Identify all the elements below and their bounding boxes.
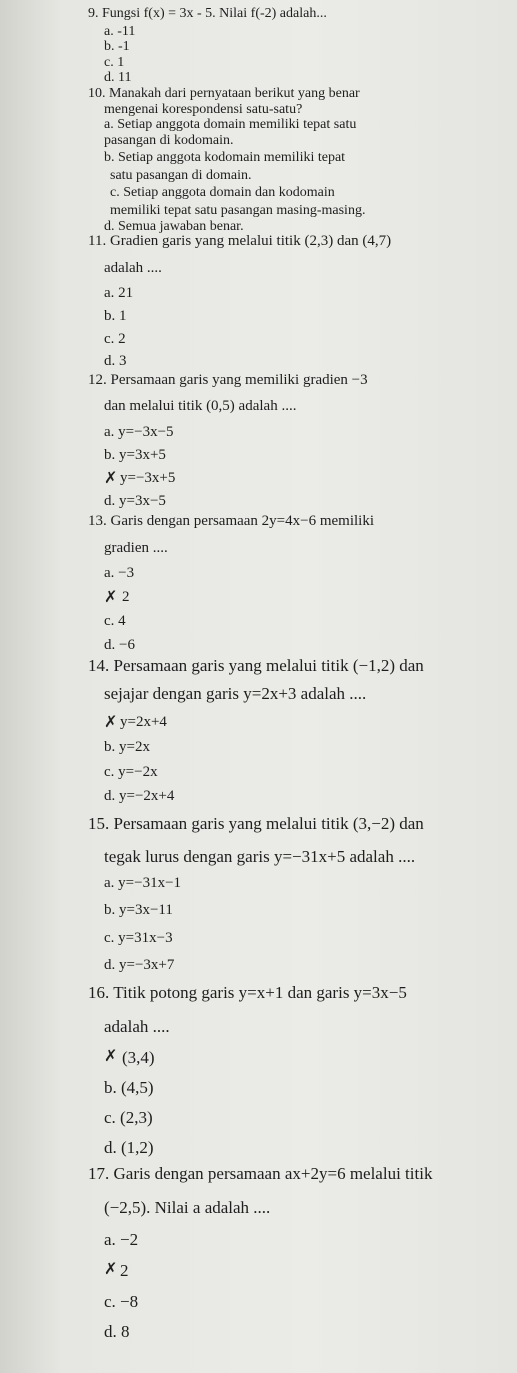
q15-option-b: b. y=3x−11: [104, 902, 173, 918]
q12-option-a: a. y=−3x−5: [104, 424, 174, 440]
q16-option-d: d. (1,2): [104, 1138, 154, 1157]
q9-option-c: c. 1: [104, 55, 125, 70]
q14-option-b: b. y=2x: [104, 739, 150, 755]
q17-stem-line2: (−2,5). Nilai a adalah ....: [104, 1198, 271, 1217]
q12-option-b: b. y=3x+5: [104, 447, 166, 463]
q12-stem-line1: 12. Persamaan garis yang memiliki gradien −3: [88, 372, 368, 388]
q11-stem-line1: 11. Gradien garis yang melalui titik (2,3) dan (4,7): [88, 233, 392, 249]
q10-option-c-line2: memiliki tepat satu pasangan masing-masing.: [110, 203, 366, 218]
q17-option-c: c. −8: [104, 1292, 139, 1311]
q9-option-b: b. -1: [104, 39, 130, 54]
q16-answer-mark-icon: ✗: [104, 1046, 118, 1065]
q16-option-b: b. (4,5): [104, 1078, 154, 1097]
q17-answer-mark-icon: ✗: [104, 1259, 118, 1278]
q13-stem-line2: gradien ....: [104, 540, 168, 556]
q11-option-b: b. 1: [104, 308, 127, 324]
q14-option-c: c. y=−2x: [104, 764, 158, 780]
q9-option-a: a. -11: [104, 24, 136, 39]
q14-option-a: y=2x+4: [120, 714, 167, 730]
q10-option-d: d. Semua jawaban benar.: [104, 219, 244, 234]
q15-stem-line1: 15. Persamaan garis yang melalui titik (3,−2) dan: [88, 814, 424, 833]
q15-option-c: c. y=31x−3: [104, 930, 173, 946]
q10-option-b-line1: b. Setiap anggota kodomain memiliki tepat: [104, 150, 346, 165]
q10-option-a-line1: a. Setiap anggota domain memiliki tepat satu: [104, 117, 357, 132]
q11-stem-line2: adalah ....: [104, 260, 162, 276]
q16-stem-line2: adalah ....: [104, 1017, 170, 1036]
q10-option-c-line1: c. Setiap anggota domain dan kodomain: [110, 185, 335, 200]
q11-option-d: d. 3: [104, 353, 127, 369]
q12-stem-line2: dan melalui titik (0,5) adalah ....: [104, 398, 297, 414]
q15-stem-line2: tegak lurus dengan garis y=−31x+5 adalah ....: [104, 847, 416, 866]
q14-option-d: d. y=−2x+4: [104, 788, 175, 804]
q10-option-b-line2: satu pasangan di domain.: [110, 168, 252, 183]
q10-stem-line1: 10. Manakah dari pernyataan berikut yang benar: [88, 86, 360, 101]
q17-option-a: a. −2: [104, 1230, 139, 1249]
q17-option-b: 2: [120, 1261, 129, 1280]
q12-option-d: d. y=3x−5: [104, 493, 166, 509]
q15-option-d: d. y=−3x+7: [104, 957, 175, 973]
q17-stem-line1: 17. Garis dengan persamaan ax+2y=6 melalui titik: [88, 1164, 433, 1183]
q16-stem-line1: 16. Titik potong garis y=x+1 dan garis y=3x−5: [88, 983, 407, 1002]
q13-answer-mark-icon: ✗: [104, 587, 118, 606]
q11-option-c: c. 2: [104, 331, 126, 347]
q10-option-a-line2: pasangan di kodomain.: [104, 133, 234, 148]
q13-option-b: 2: [122, 589, 130, 605]
q14-stem-line1: 14. Persamaan garis yang melalui titik (−1,2) dan: [88, 656, 424, 675]
q16-option-c: c. (2,3): [104, 1108, 153, 1127]
q11-option-a: a. 21: [104, 285, 134, 301]
q13-option-a: a. −3: [104, 565, 135, 581]
q16-option-a: (3,4): [122, 1048, 155, 1067]
q14-answer-mark-icon: ✗: [104, 712, 118, 731]
q14-stem-line2: sejajar dengan garis y=2x+3 adalah ....: [104, 684, 367, 703]
q10-stem-line2: mengenai korespondensi satu-satu?: [104, 102, 303, 117]
q9-option-d: d. 11: [104, 70, 132, 85]
q17-option-d: d. 8: [104, 1322, 130, 1341]
q13-option-d: d. −6: [104, 637, 135, 653]
q13-stem-line1: 13. Garis dengan persamaan 2y=4x−6 memiliki: [88, 513, 375, 529]
q13-option-c: c. 4: [104, 613, 126, 629]
q12-option-c: y=−3x+5: [120, 470, 176, 486]
q9-stem: 9. Fungsi f(x) = 3x - 5. Nilai f(-2) adalah...: [88, 6, 327, 21]
q12-answer-mark-icon: ✗: [104, 468, 118, 487]
q15-option-a: a. y=−31x−1: [104, 875, 182, 891]
